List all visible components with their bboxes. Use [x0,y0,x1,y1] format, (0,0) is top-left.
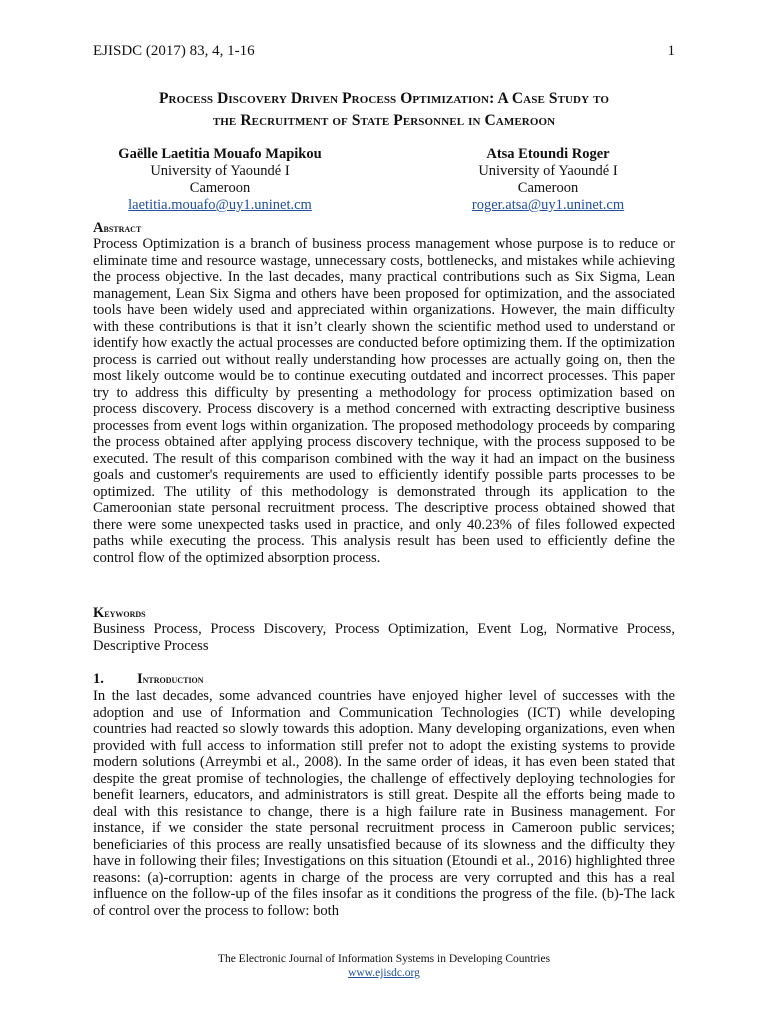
author-country: Cameroon [189,180,251,196]
title-line-2: the Recruitment of State Personnel in Cameroon [212,112,556,129]
author-affiliation: University of Yaoundé I [150,163,290,179]
author-1 [100,146,340,214]
abstract-heading: Abstract [93,220,142,236]
introduction-text: In the last decades, some advanced countries have enjoyed higher level of successes with the adoption and use of Information and Communication Technologies (ICT) while developing countries had reacted so slowly towards this adoption. Many developing organizations, even when provided with full access to information still prefer not to adopt the existing systems to provide modern solutions (Arreymbi et al., 2008). In the same order of ideas, it has even been stated that despite the great promise of technologies, the challenge of effectively deploying technologies for benefit learners, educators, and administrators is still great. Despite all the efforts being made to deal with this resistance to change, there is a high failure rate in Business management. For instance, if we consider the state personal recruitment process in Cameroon public services; beneficiaries of this process are really unsatisfied because of its slowness and the difficulty they have in following their files; Investigations on this situation (Etoundi et al., 2016) highlighted three reasons: (a)-corruption: agents in charge of the process are very corrupted and this has a real influence on the follow-up of the files insofar as it conditions the progress of the file. (b)-The lack of control over the process to follow: both [93,688,675,919]
author-affiliation: University of Yaoundé I [478,163,618,179]
author-block [100,146,668,214]
section-number: 1. [93,671,104,687]
footer-journal-link[interactable]: www.ejisdc.org [348,967,420,979]
running-header [93,42,675,60]
author-country: Cameroon [517,180,579,196]
page-number: 1 [667,43,675,59]
paper-title [60,88,708,132]
keywords-heading: Keywords [93,605,146,621]
footer-journal-name: The Electronic Journal of Information Systems in Developing Countries [217,953,551,965]
author-2 [428,146,668,214]
keywords-text: Business Process, Process Discovery, Process Optimization, Event Log, Normative Process, Descriptive Process [93,621,675,654]
author-email-link[interactable]: roger.atsa@uy1.uninet.cm [471,197,625,213]
title-line-1: Process Discovery Driven Process Optimization: A Case Study to [158,90,610,107]
author-name: Atsa Etoundi Roger [486,146,610,162]
abstract-text: Process Optimization is a branch of business process management whose purpose is to reduce or eliminate time and resource wastage, unnecessary costs, bottlenecks, and mistakes while achieving the process objective. In the last decades, many practical contributions such as Six Sigma, Lean management, Lean Six Sigma and others have been proposed for optimization, and the associated tools have been widely used and appreciated within organizations. However, the main difficulty with these contributions is that it isn’t clearly shown the scientific method used to understand or identify how exactly the actual processes are conducted before optimizing them. If the optimization process is carried out without really understanding how processes are actually going on, then the most likely outcome would be to continue executing outdated and incorrect processes. This paper try to address this difficulty by presenting a methodology for process optimization based on process discovery. Process discovery is a method concerned with extracting descriptive business processes from event logs within organization. The proposed methodology proceeds by comparing the process obtained after applying process discovery technique, with the process supposed to be executed. The result of this comparison combined with the way it had an impact on the business goals and customer's requirements are used to efficiently identify possible parts processes to be optimized. The utility of this methodology is demonstrated through its application to the Cameroonian state personal recruitment process. The descriptive process obtained showed that there were some unexpected tasks used in practice, and only 40.23% of files followed expected paths while executing the process. This analysis result has been used to efficiently define the control flow of the optimized absorption process. [93,236,675,566]
author-email-link[interactable]: laetitia.mouafo@uy1.uninet.cm [128,197,312,213]
author-name: Gaëlle Laetitia Mouafo Mapikou [118,146,322,162]
journal-citation: EJISDC (2017) 83, 4, 1-16 [93,43,255,59]
page-footer [93,952,675,980]
introduction-heading: 1. Introduction [93,671,204,687]
